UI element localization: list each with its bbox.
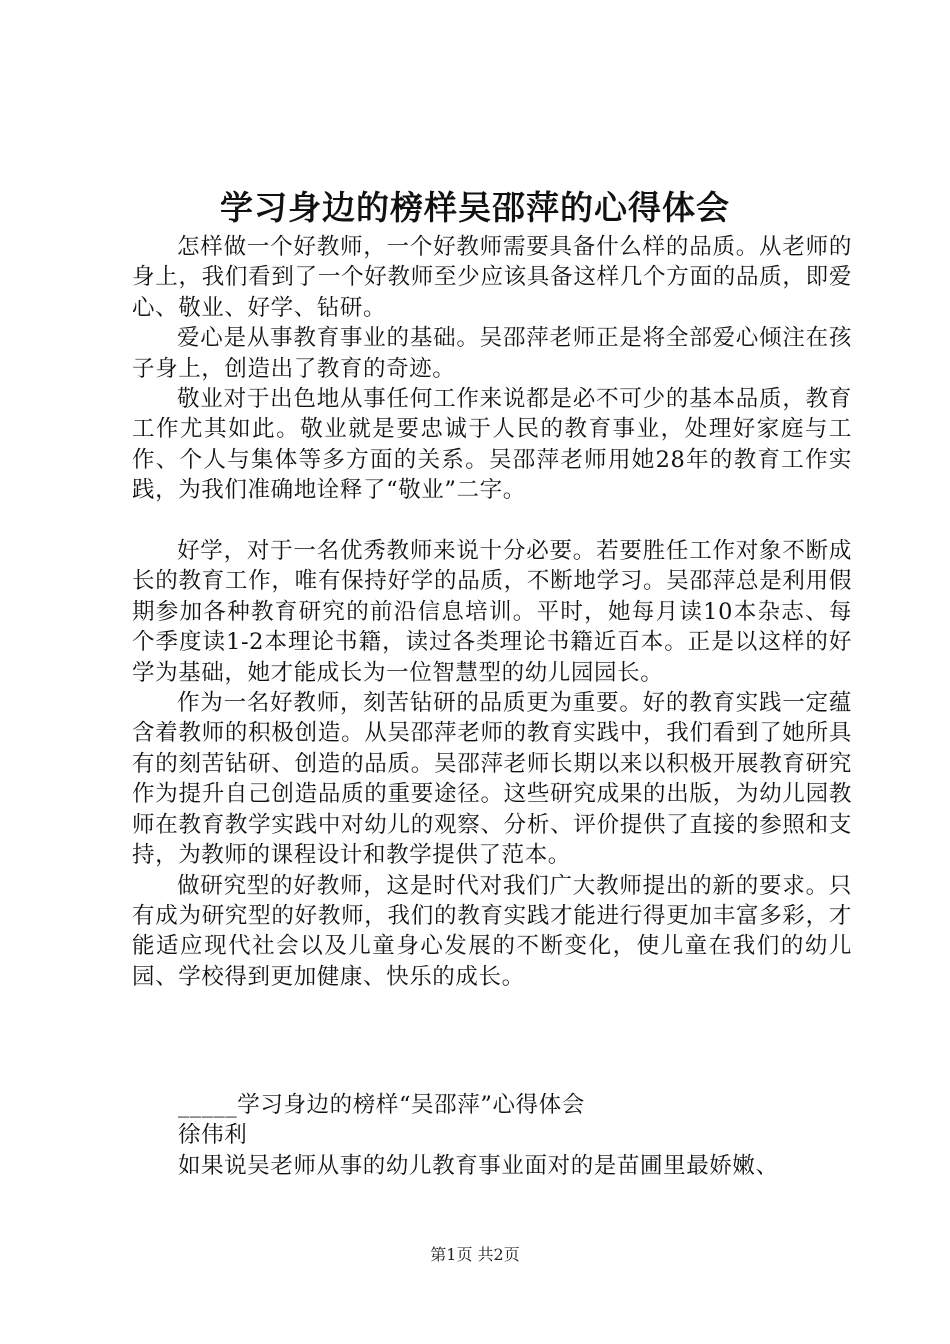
document-title: 学习身边的榜样吴邵萍的心得体会 xyxy=(220,188,730,227)
paragraph-research-teacher: 做研究型的好教师，这是时代对我们广大教师提出的新的要求。只有成为研究型的好教师，我们的教育实践才能进行得更加丰富多彩，才能适应现代社会以及儿童身心发展的不断变化，使儿童在我们的幼儿园、学校得到更加健康、快乐的成长。 xyxy=(132,872,852,990)
paragraph-learning: 好学，对于一名优秀教师来说十分必要。若要胜任工作对象不断成长的教育工作，唯有保持好学的品质，不断地学习。吴邵萍总是利用假期参加各种教育研究的前沿信息培训。平时，她每月读10本杂志、每个季度读1-2本理论书籍，读过各类理论书籍近百本。正是以这样的好学为基础，她才能成长为一位智慧型的幼儿园园长。 xyxy=(132,538,852,686)
paragraph-dedication: 敬业对于出色地从事任何工作来说都是必不可少的基本品质，教育工作尤其如此。敬业就是要忠诚于人民的教育事业，处理好家庭与工作、个人与集体等多方面的关系。吴邵萍老师用她28年的教育工作实践，为我们准确地诠释了“敬业”二字。 xyxy=(132,386,852,504)
paragraph-love: 爱心是从事教育事业的基础。吴邵萍老师正是将全部爱心倾注在孩子身上，创造出了教育的奇迹。 xyxy=(132,325,852,382)
second-article-first-line: 如果说吴老师从事的幼儿教育事业面对的是苗圃里最娇嫩、 xyxy=(178,1152,779,1179)
page-number: 第1页 共2页 xyxy=(430,1245,520,1264)
second-article-title-text: 学习身边的榜样“吴邵萍”心得体会 xyxy=(237,1092,585,1118)
second-article xyxy=(132,1090,852,1181)
author-name: 徐伟利 xyxy=(178,1122,248,1149)
title-blank: _____ xyxy=(178,1092,238,1118)
document-body xyxy=(132,232,852,992)
paragraph-intro: 怎样做一个好教师，一个好教师需要具备什么样的品质。从老师的身上，我们看到了一个好教师至少应该具备这样几个方面的品质，即爱心、敬业、好学、钻研。 xyxy=(132,234,852,321)
paragraph-research: 作为一名好教师，刻苦钻研的品质更为重要。好的教育实践一定蕴含着教师的积极创造。从吴邵萍老师的教育实践中，我们看到了她所具有的刻苦钻研、创造的品质。吴邵萍老师长期以来以积极开展教育研究作为提升自己创造品质的重要途径。这些研究成果的出版，为幼儿园教师在教育教学实践中对幼儿的观察、分析、评价提供了直接的参照和支持，为教师的课程设计和教学提供了范本。 xyxy=(132,690,852,869)
second-article-title xyxy=(132,1090,852,1120)
